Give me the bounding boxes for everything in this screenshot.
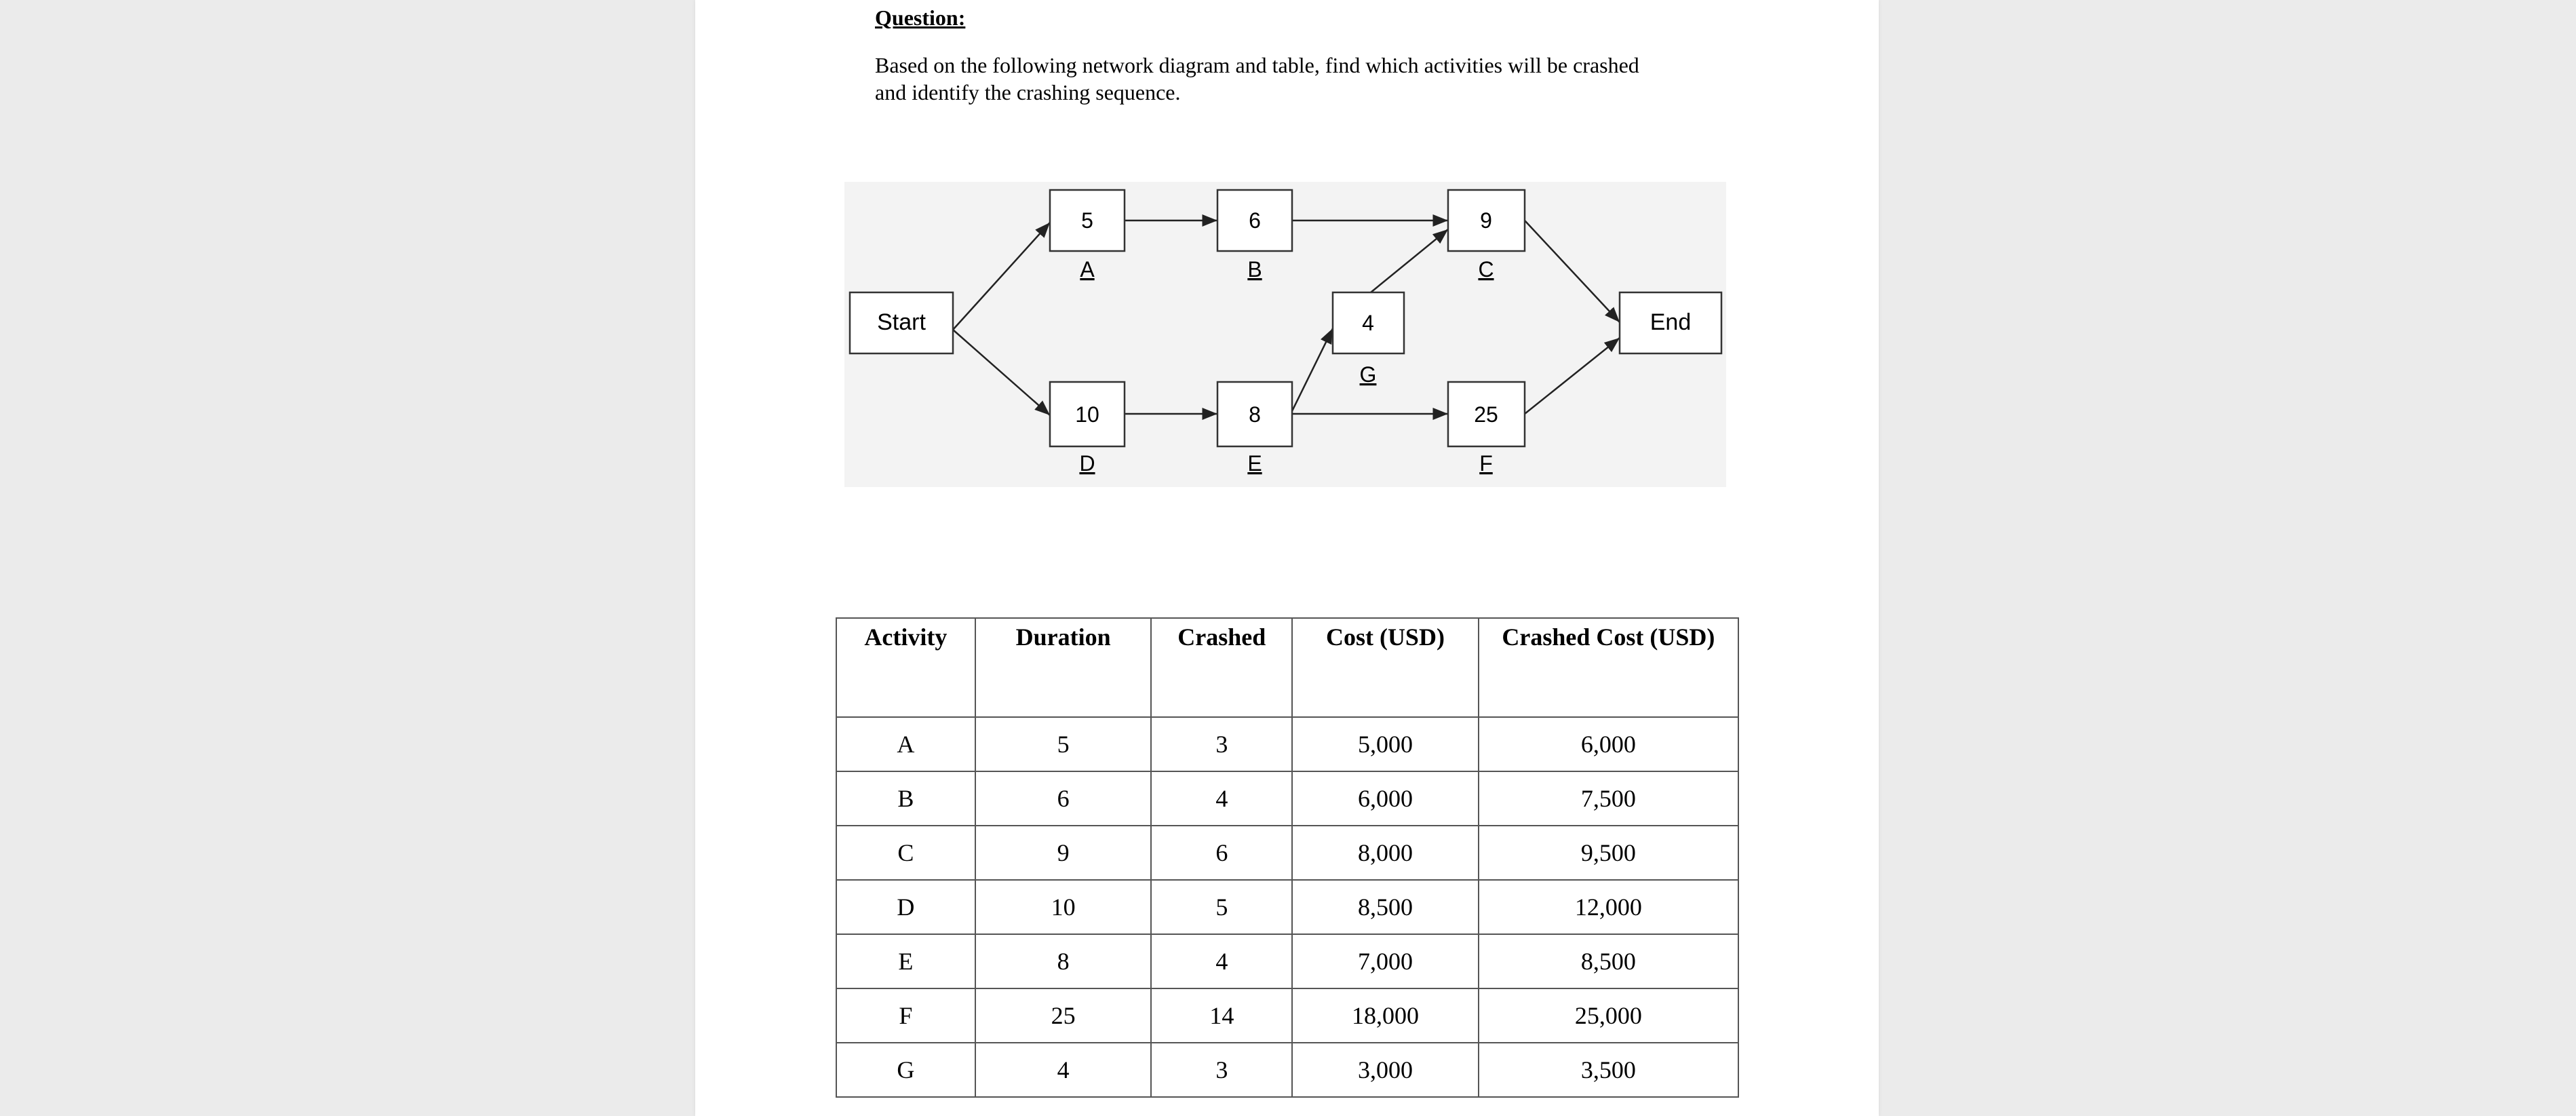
- cell-crashed-cost: 8,500: [1479, 934, 1738, 988]
- cell-cost: 3,000: [1292, 1043, 1479, 1097]
- cell-crashed: 4: [1151, 934, 1292, 988]
- header-crashed-cost: Crashed Cost (USD): [1479, 618, 1738, 717]
- start-node: [850, 292, 953, 353]
- cell-duration: 10: [975, 880, 1152, 934]
- cell-crashed: 6: [1151, 826, 1292, 880]
- node-d-duration: 10: [1075, 402, 1099, 427]
- cell-crashed: 4: [1151, 771, 1292, 826]
- cell-crashed-cost: 7,500: [1479, 771, 1738, 826]
- cell-crashed: 3: [1151, 717, 1292, 771]
- table-row: [836, 934, 1738, 988]
- cell-crashed: 14: [1151, 988, 1292, 1043]
- cell-duration: 9: [975, 826, 1152, 880]
- cell-activity: A: [836, 717, 975, 771]
- header-activity: Activity: [836, 618, 975, 717]
- cell-duration: 8: [975, 934, 1152, 988]
- table-header-row: [836, 618, 1738, 717]
- header-crashed: Crashed: [1151, 618, 1292, 717]
- question-heading: Question:: [875, 5, 966, 30]
- table-row: [836, 1043, 1738, 1097]
- cell-cost: 8,500: [1292, 880, 1479, 934]
- cell-crashed: 3: [1151, 1043, 1292, 1097]
- cell-crashed-cost: 3,500: [1479, 1043, 1738, 1097]
- cell-cost: 7,000: [1292, 934, 1479, 988]
- cell-duration: 25: [975, 988, 1152, 1043]
- cell-cost: 18,000: [1292, 988, 1479, 1043]
- cell-activity: B: [836, 771, 975, 826]
- node-b-duration: 6: [1249, 208, 1261, 233]
- cell-activity: E: [836, 934, 975, 988]
- node-c-label: C: [1478, 257, 1494, 282]
- question-text: Based on the following network diagram and table, find which activities will be crashed and identify the crashing sequence.: [875, 53, 1639, 104]
- table-row: [836, 717, 1738, 771]
- node-g-duration: 4: [1362, 311, 1374, 335]
- cell-activity: G: [836, 1043, 975, 1097]
- table-row: [836, 988, 1738, 1043]
- cell-crashed-cost: 9,500: [1479, 826, 1738, 880]
- crashing-table: [836, 617, 1739, 1098]
- start-label: Start: [877, 309, 926, 335]
- cell-cost: 5,000: [1292, 717, 1479, 771]
- node-g-label: G: [1359, 362, 1377, 387]
- cell-activity: F: [836, 988, 975, 1043]
- node-a-duration: 5: [1081, 208, 1093, 233]
- cell-cost: 6,000: [1292, 771, 1479, 826]
- cell-cost: 8,000: [1292, 826, 1479, 880]
- end-label: End: [1650, 309, 1692, 335]
- cell-activity: C: [836, 826, 975, 880]
- cell-crashed-cost: 12,000: [1479, 880, 1738, 934]
- header-duration: Duration: [975, 618, 1152, 717]
- node-f-duration: 25: [1474, 402, 1498, 427]
- table-row: [836, 880, 1738, 934]
- node-b-label: B: [1247, 257, 1262, 282]
- node-c-duration: 9: [1480, 208, 1492, 233]
- cell-duration: 6: [975, 771, 1152, 826]
- node-e-label: E: [1247, 451, 1262, 476]
- cell-crashed: 5: [1151, 880, 1292, 934]
- end-node: [1620, 292, 1721, 353]
- cell-duration: 5: [975, 717, 1152, 771]
- cell-crashed-cost: 6,000: [1479, 717, 1738, 771]
- node-f-label: F: [1479, 451, 1493, 476]
- node-d-label: D: [1079, 451, 1095, 476]
- node-e-duration: 8: [1249, 402, 1261, 427]
- network-diagram: [844, 182, 1726, 487]
- cell-duration: 4: [975, 1043, 1152, 1097]
- header-cost: Cost (USD): [1292, 618, 1479, 717]
- table-row: [836, 826, 1738, 880]
- node-a-label: A: [1080, 257, 1095, 282]
- table-row: [836, 771, 1738, 826]
- cell-activity: D: [836, 880, 975, 934]
- cell-crashed-cost: 25,000: [1479, 988, 1738, 1043]
